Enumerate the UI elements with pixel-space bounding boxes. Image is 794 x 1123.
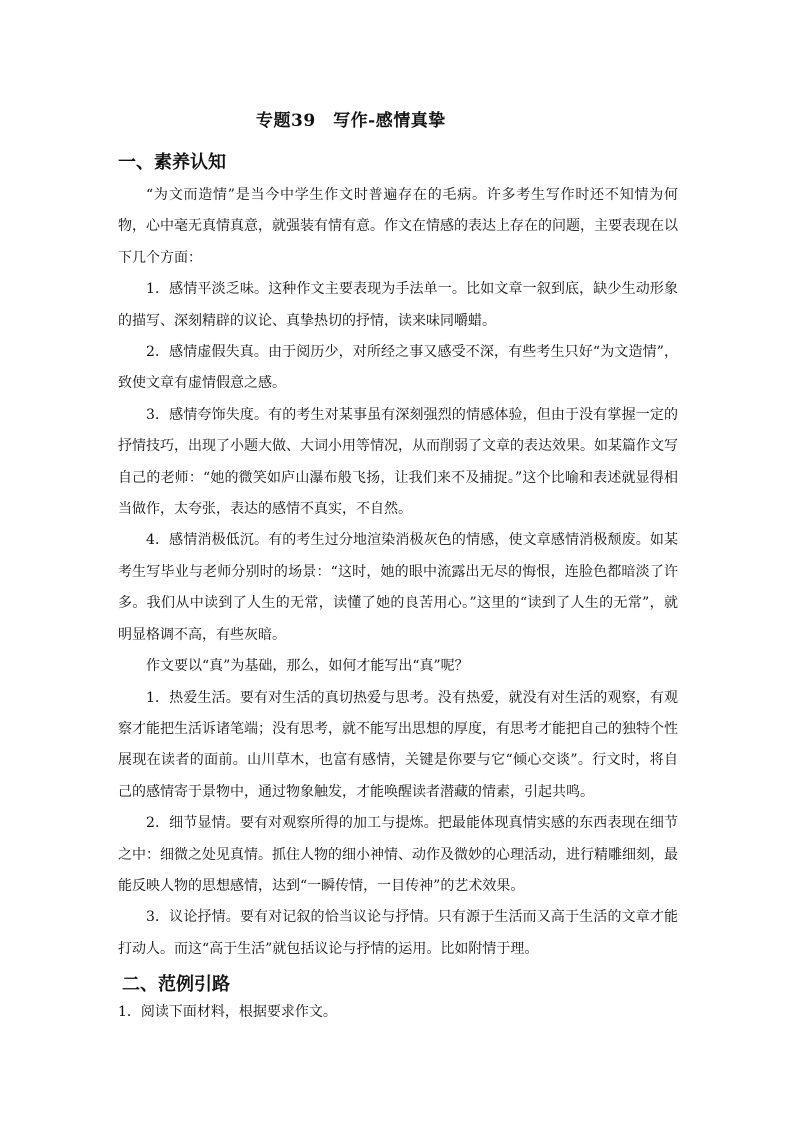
section-heading-examples: 二、范例引路	[122, 974, 230, 995]
task-instruction: 1．阅读下面材料，根据要求作文。	[118, 1004, 337, 1020]
paragraph-method-2: 2．细节显情。要有对观察所得的加工与提炼。把最能体现真情实感的东西表现在细节之中：细微之处见真情。抓住人物的细小神情、动作及微妙的心理活动，进行精雕细刻，最能反映人物的思想感情，达到“一瞬传情，一目传神”的艺术效果。	[118, 815, 678, 894]
paragraph-method-1: 1．热爱生活。要有对生活的真切热爱与思考。没有热爱，就没有对生活的观察，有观察才能把生活诉诸笔端；没有思考，就不能写出思想的厚度，有思考才能把自己的独特个性展现在读者的面前。山川草木，也富有感情，关键是你要与它“倾心交谈”。行文时，将自己的感情寄于景物中，通过物象触发，才能唤醒读者潜藏的情素，引起共鸣。	[118, 689, 678, 800]
body-text	[118, 180, 678, 965]
paragraph-point-4: 4．感情消极低沉。有的考生过分地渲染消极灰色的情感，使文章感情消极颓废。如某考生写毕业与老师分别时的场景：“这时，她的眼中流露出无尽的悔恨，连脸色都暗淡了许多。我们从中读到了人生的无常，读懂了她的良苦用心。”这里的“读到了人生的无常”，就明显格调不高，有些灰暗。	[118, 532, 678, 643]
paragraph-question: 作文要以“真”为基础，那么，如何才能写出“真”呢？	[146, 658, 469, 675]
paragraph-point-3: 3．感情夸饰失度。有的考生对某事虽有深刻强烈的情感体验，但由于没有掌握一定的抒情技巧，出现了小题大做、大词小用等情况，从而削弱了文章的表达效果。如某篇作文写自己的老师：“她的微笑如庐山瀑布般飞扬，让我们来不及捕捉。”这个比喻和表述就显得相当做作，太夸张，表达的感情不真实，不自然。	[118, 406, 678, 518]
paragraph-intro: “为文而造情”是当今中学生作文时普遍存在的毛病。许多考生写作时还不知情为何物，心中毫无真情真意，就强装有情有意。作文在情感的表达上存在的问题，主要表现在以下几个方面：	[118, 187, 678, 266]
paragraph-point-2: 2．感情虚假失真。由于阅历少，对所经之事又感受不深，有些考生只好“为文造情”，致使文章有虚情假意之感。	[118, 344, 678, 392]
paragraph-point-1: 1．感情平淡乏味。这种作文主要表现为手法单一。比如文章一叙到底，缺少生动形象的描写、深刻精辟的议论、真挚热切的抒情，读来味同嚼蜡。	[118, 281, 678, 329]
paragraph-method-3: 3．议论抒情。要有对记叙的恰当议论与抒情。只有源于生活而又高于生活的文章才能打动人。而这“高于生活”就包括议论与抒情的运用。比如附情于理。	[118, 909, 678, 957]
document-title: 专题39 写作-感情真挚	[256, 111, 446, 131]
section-heading-literacy: 一、素养认知	[118, 152, 226, 173]
